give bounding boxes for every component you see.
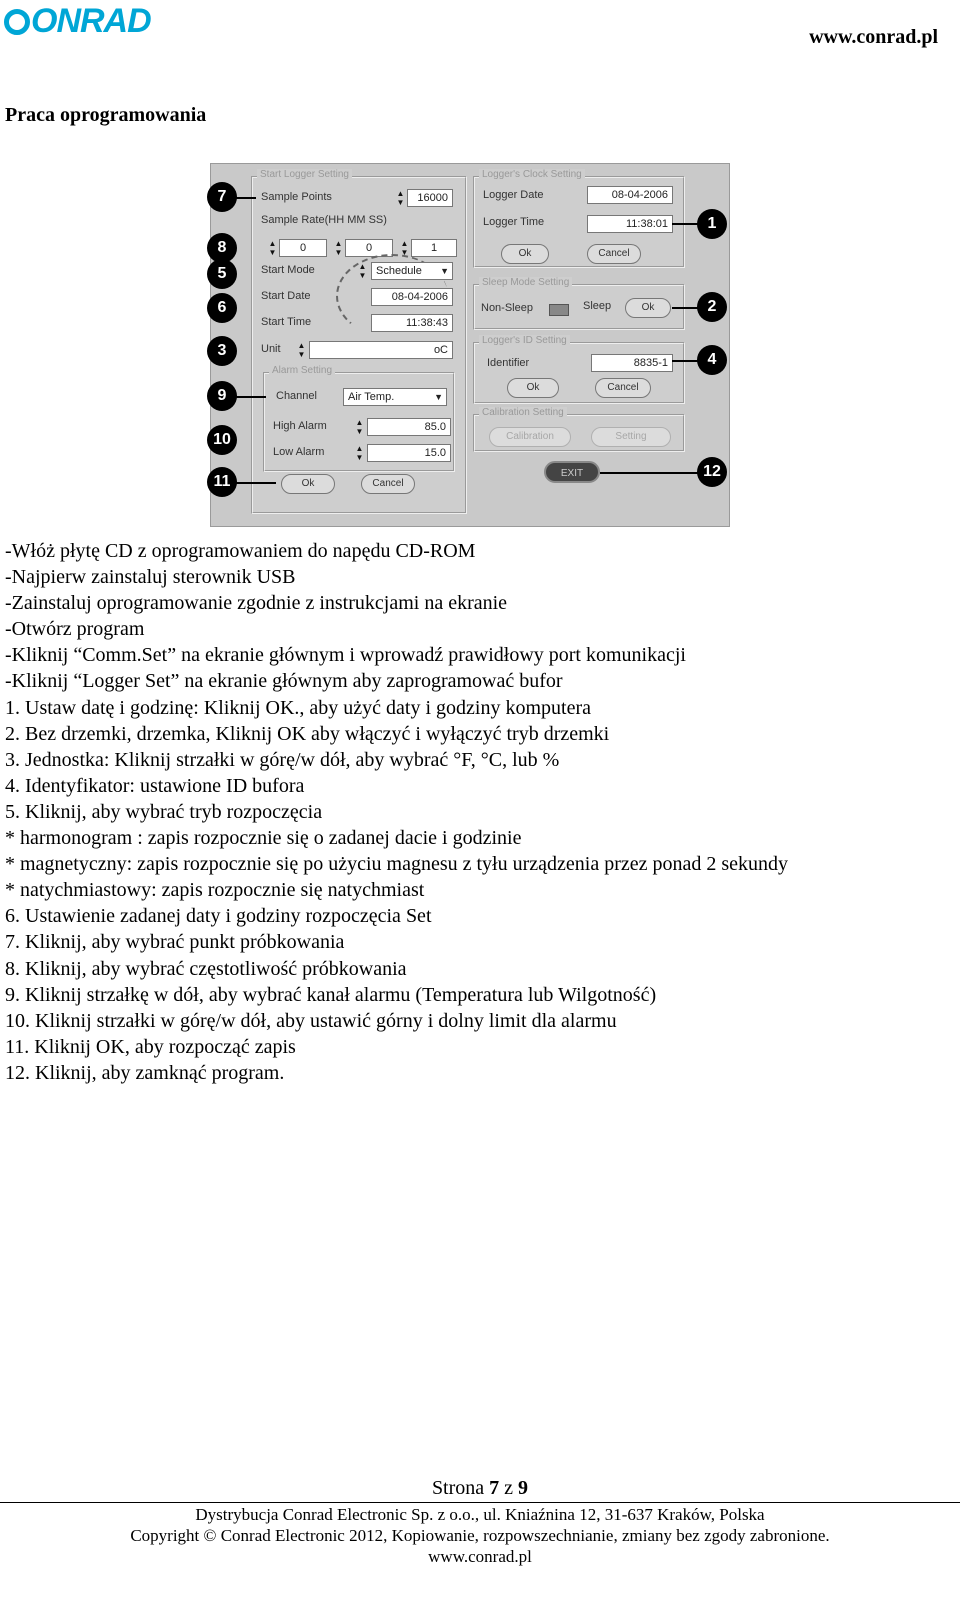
callout-line-9 [236,396,266,398]
logger-time-label: Logger Time [483,216,545,228]
instruction-line: 8. Kliknij, aby wybrać częstotliwość próbkowania [5,957,407,980]
identifier-label: Identifier [487,357,530,369]
exit-button[interactable]: EXIT [544,461,600,483]
start-date-label: Start Date [261,290,311,302]
conrad-logo: ONRAD [4,2,151,41]
id-group-title: Logger's ID Setting [479,335,570,346]
rate-ss-spinner[interactable]: ▲ ▼ [400,239,409,257]
instruction-line: * harmonogram : zapis rozpocznie się o zadanej dacie i godzinie [5,827,522,850]
start-time-field[interactable]: 11:38:43 [371,314,453,332]
unit-spinner[interactable]: ▲ ▼ [297,341,306,359]
id-ok-button[interactable]: Ok [507,378,559,398]
instruction-line: 9. Kliknij strzałkę w dół, aby wybrać kanał alarmu (Temperatura lub Wilgotność) [5,983,657,1006]
instructions-list [5,538,945,1086]
rate-mm-spinner[interactable]: ▲ ▼ [334,239,343,257]
low-alarm-field[interactable]: 15.0 [367,444,451,462]
sleep-ok-button[interactable]: Ok [625,298,671,318]
instruction-line: 4. Identyfikator: ustawione ID bufora [5,774,305,797]
high-alarm-label: High Alarm [273,420,327,432]
alarm-group-title: Alarm Setting [269,365,335,376]
instruction-line: 7. Kliknij, aby wybrać punkt próbkowania [5,931,345,954]
start-cancel-button[interactable]: Cancel [361,474,415,494]
high-alarm-spinner[interactable]: ▲ ▼ [355,418,364,436]
calib-group-title: Calibration Setting [479,407,567,418]
footer-copyright: Copyright © Conrad Electronic 2012, Kopiowanie, rozpowszechnianie, zmiany bez zgody zabronione. [130,1526,830,1545]
page-number: Strona 7 z 9 [431,1477,529,1499]
instruction-line: 5. Kliknij, aby wybrać tryb rozpoczęcia [5,800,323,823]
instruction-line: * natychmiastowy: zapis rozpocznie się natychmiast [5,879,425,902]
sleep-toggle-switch[interactable] [549,304,569,316]
callout-badge-11: 11 [207,467,237,497]
start-time-label: Start Time [261,316,312,328]
instruction-line: 6. Ustawienie zadanej daty i godziny rozpoczęcia Set [5,905,432,928]
start-logger-group-title: Start Logger Setting [257,169,352,180]
rate-ss-field[interactable]: 1 [411,239,457,257]
sleep-group-title: Sleep Mode Setting [479,277,572,288]
callout-line-7 [236,197,256,199]
rate-mm-field[interactable]: 0 [345,239,393,257]
callout-badge-6: 6 [207,293,237,323]
start-mode-spinner[interactable]: ▲ ▼ [358,262,367,280]
callout-badge-8: 8 [207,233,237,263]
callout-badge-7: 7 [207,182,237,212]
identifier-field[interactable]: 8835-1 [591,354,673,372]
callout-badge-10: 10 [207,425,237,455]
callout-line-12 [600,472,704,474]
start-date-field[interactable]: 08-04-2006 [371,288,453,306]
low-alarm-spinner[interactable]: ▲ ▼ [355,444,364,462]
sleep-label: Sleep [583,300,612,312]
channel-select[interactable]: Air Temp. ▼ [343,388,447,406]
logger-id-group [473,335,685,404]
callout-badge-2: 2 [697,292,727,322]
instruction-line: 2. Bez drzemki, drzemka, Kliknij OK aby włączyć i wyłączyć tryb drzemki [5,722,610,745]
start-ok-button[interactable]: Ok [281,474,335,494]
chevron-down-icon: ▼ [440,266,449,276]
callout-badge-12: 12 [697,457,727,487]
callout-badge-3: 3 [207,336,237,366]
calibration-setting-button[interactable]: Setting [591,427,671,447]
callout-line-11 [236,482,276,484]
instruction-line: -Kliknij “Logger Set” na ekranie głównym aby zaprogramować bufor [5,670,563,693]
unit-field[interactable]: oC [309,341,453,359]
callout-badge-9: 9 [207,381,237,411]
non-sleep-label: Non-Sleep [481,302,533,314]
clock-ok-button[interactable]: Ok [501,244,549,264]
sample-points-field[interactable]: 16000 [407,189,453,207]
callout-badge-5: 5 [207,259,237,289]
sample-rate-label: Sample Rate(HH MM SS) [261,214,387,226]
footer-address: Dystrybucja Conrad Electronic Sp. z o.o., ul. Kniaźnina 12, 31-637 Kraków, Polska [195,1505,765,1524]
instruction-line: 11. Kliknij OK, aby rozpocząć zapis [5,1035,296,1058]
instruction-line: -Włóż płytę CD z oprogramowaniem do napędu CD-ROM [5,540,476,562]
sample-points-spinner[interactable]: ▲ ▼ [396,189,405,207]
channel-label: Channel [276,390,317,402]
instruction-line: 1. Ustaw datę i godzinę: Kliknij OK., aby użyć daty i godziny komputera [5,696,591,719]
logger-date-label: Logger Date [483,189,544,201]
instruction-line: * magnetyczny: zapis rozpocznie się po użyciu magnesu z tyłu urządzenia przez ponad 2 sekundy [5,853,789,876]
callout-badge-1: 1 [697,209,727,239]
calibration-button[interactable]: Calibration [489,427,571,447]
clock-cancel-button[interactable]: Cancel [587,244,641,264]
rate-hh-field[interactable]: 0 [279,239,327,257]
section-title: Praca oprogramowania [5,104,207,126]
sample-points-label: Sample Points [261,191,332,203]
instruction-line: 10. Kliknij strzałki w górę/w dół, aby ustawić górny i dolny limit dla alarmu [5,1009,617,1032]
instruction-line: -Najpierw zainstaluj sterownik USB [5,566,296,589]
instruction-line: 3. Jednostka: Kliknij strzałki w górę/w dół, aby wybrać °F, °C, lub % [5,748,560,771]
callout-badge-4: 4 [697,345,727,375]
instruction-line: -Kliknij “Comm.Set” na ekranie głównym i wprowadź prawidłowy port komunikacji [5,644,686,667]
instruction-line: -Zainstaluj oprogramowanie zgodnie z instrukcjami na ekranie [5,592,508,615]
start-mode-select[interactable]: Schedule ▼ [371,262,453,280]
footer-divider [0,1502,960,1503]
start-mode-label: Start Mode [261,264,315,276]
unit-label: Unit [261,343,281,355]
footer-site-url[interactable]: www.conrad.pl [428,1547,532,1566]
logger-time-field[interactable]: 11:38:01 [587,215,673,233]
low-alarm-label: Low Alarm [273,446,325,458]
chevron-down-icon: ▼ [434,392,443,402]
id-cancel-button[interactable]: Cancel [595,378,651,398]
instruction-line: 12. Kliknij, aby zamknąć program. [5,1061,285,1084]
header-site-url[interactable]: www.conrad.pl [809,26,938,48]
clock-group-title: Logger's Clock Setting [479,169,585,180]
high-alarm-field[interactable]: 85.0 [367,418,451,436]
rate-hh-spinner[interactable]: ▲ ▼ [268,239,277,257]
logger-date-field[interactable]: 08-04-2006 [587,186,673,204]
instruction-line: -Otwórz program [5,618,145,641]
